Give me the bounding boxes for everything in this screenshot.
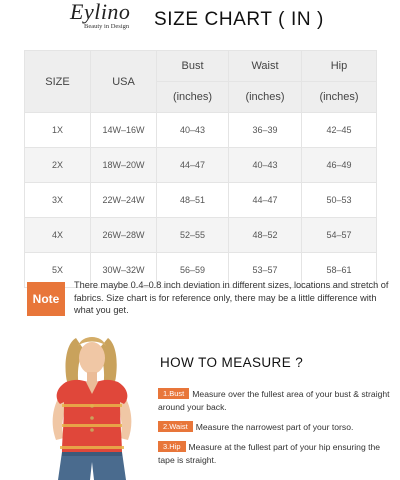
measure-text: Measure at the fullest part of your hip ensuring the tape is straight. <box>158 442 381 465</box>
col-unit-hip: (inches) <box>302 82 377 113</box>
cell-bust: 52–55 <box>157 218 229 253</box>
cell-waist: 44–47 <box>229 183 302 218</box>
brand-name: Eylino <box>70 0 131 24</box>
measure-text: Measure over the fullest area of your bust & straight around your back. <box>158 389 390 412</box>
cell-size: 1X <box>25 113 91 148</box>
note-badge: Note <box>27 282 65 316</box>
cell-hip: 58–61 <box>302 253 377 288</box>
cell-size: 4X <box>25 218 91 253</box>
measure-tag: 2.Waist <box>158 421 193 432</box>
cell-usa: 18W–20W <box>91 148 157 183</box>
measure-tag: 3.Hip <box>158 441 186 452</box>
cell-usa: 30W–32W <box>91 253 157 288</box>
col-unit-waist: (inches) <box>229 82 302 113</box>
table-row <box>25 148 377 183</box>
cell-bust: 40–43 <box>157 113 229 148</box>
page-title: SIZE CHART ( IN ) <box>154 9 324 30</box>
measure-item-waist <box>158 421 394 434</box>
col-header-waist: Waist <box>229 51 302 82</box>
cell-size: 3X <box>25 183 91 218</box>
cell-size: 2X <box>25 148 91 183</box>
cell-hip: 42–45 <box>302 113 377 148</box>
model-jeans <box>58 452 126 480</box>
how-to-measure-title: HOW TO MEASURE ? <box>160 355 304 370</box>
measure-item-hip <box>158 441 394 467</box>
cell-waist: 40–43 <box>229 148 302 183</box>
col-header-usa: USA <box>91 51 157 113</box>
col-header-bust: Bust <box>157 51 229 82</box>
measure-text: Measure the narrowest part of your torso. <box>195 422 354 432</box>
cell-usa: 22W–24W <box>91 183 157 218</box>
cell-waist: 53–57 <box>229 253 302 288</box>
cell-bust: 48–51 <box>157 183 229 218</box>
measure-tag: 1.Bust <box>158 388 189 399</box>
model-face <box>79 342 105 374</box>
col-header-hip: Hip <box>302 51 377 82</box>
table-row <box>25 218 377 253</box>
measure-item-bust <box>158 388 394 414</box>
cell-usa: 26W–28W <box>91 218 157 253</box>
cell-hip: 50–53 <box>302 183 377 218</box>
cell-bust: 56–59 <box>157 253 229 288</box>
note-text: There maybe 0.4–0.8 inch deviation in different sizes, locations and stretch of fabrics. Size chart is for reference only, there may be a little difference with what you get. <box>74 280 389 315</box>
cell-bust: 44–47 <box>157 148 229 183</box>
model-photo <box>36 328 148 480</box>
col-unit-bust: (inches) <box>157 82 229 113</box>
cell-waist: 48–52 <box>229 218 302 253</box>
table-row <box>25 183 377 218</box>
cell-hip: 46–49 <box>302 148 377 183</box>
col-header-size: SIZE <box>25 51 91 113</box>
size-chart-table <box>24 50 377 288</box>
cell-hip: 54–57 <box>302 218 377 253</box>
brand-tagline: Beauty in Design <box>84 23 130 30</box>
cell-usa: 14W–16W <box>91 113 157 148</box>
brand-logo <box>70 2 146 32</box>
cell-size: 5X <box>25 253 91 288</box>
cell-waist: 36–39 <box>229 113 302 148</box>
table-row <box>25 113 377 148</box>
